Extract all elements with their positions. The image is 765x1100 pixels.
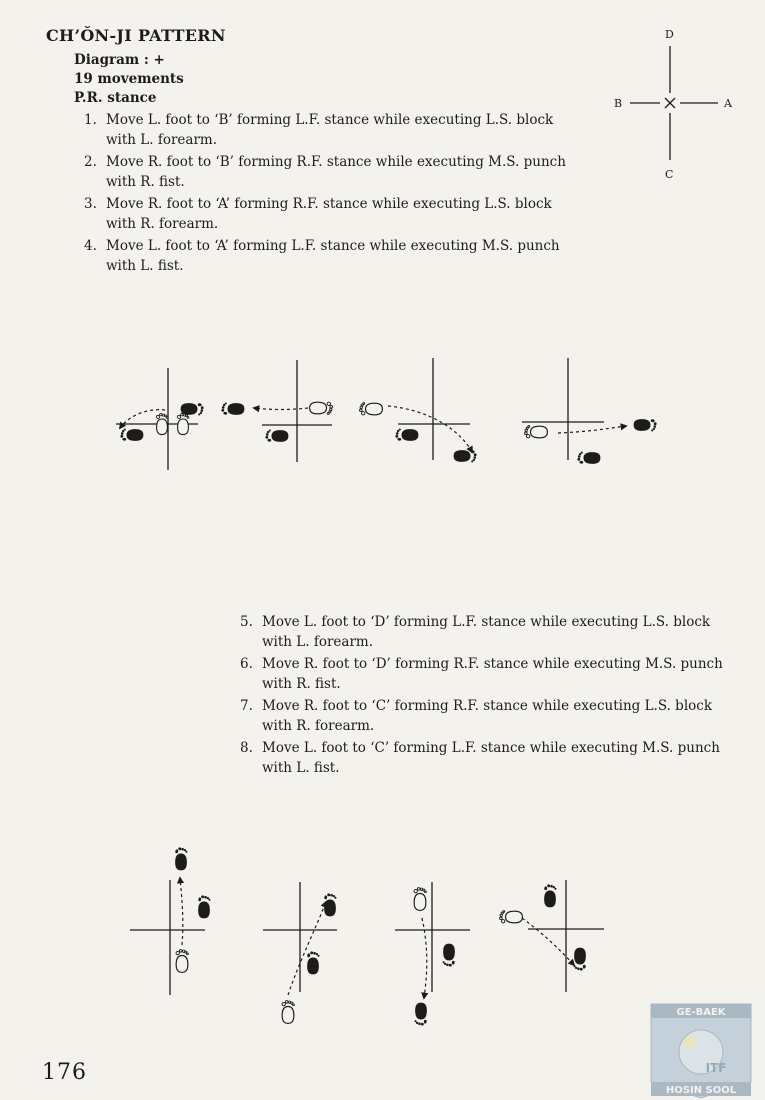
step-number: 4. [84, 238, 97, 254]
step-number: 2. [84, 154, 97, 170]
figure-step-2 [221, 360, 332, 462]
step-text: Move R. foot to ‘D’ forming R.F. stance while executing M.S. punch [262, 656, 723, 672]
footprint-icon [177, 413, 188, 434]
footprint-icon [310, 402, 333, 414]
footprint-icon [282, 1001, 294, 1024]
ready-stance: P.R. stance [74, 90, 157, 106]
step-text: Move R. foot to ‘B’ forming R.F. stance while executing M.S. punch [106, 154, 566, 170]
step-number: 3. [84, 196, 97, 212]
movement-count: 19 movements [74, 71, 184, 87]
step-text: Move R. foot to ‘A’ forming R.F. stance while executing L.S. block [106, 196, 552, 212]
footprint-icon [525, 426, 548, 438]
compass-diagram [614, 28, 733, 181]
watermark-bottom-text: HOSIN SOOL [665, 1085, 737, 1096]
step-number: 8. [240, 740, 253, 756]
compass-label-c: C [665, 168, 674, 181]
footprint-icon [360, 403, 383, 415]
step-number: 1. [84, 112, 97, 128]
footprint-icon [324, 893, 336, 916]
pattern-title: CH’ŎN-JI PATTERN [46, 26, 226, 45]
footprint-icon [120, 429, 143, 441]
footprint-icon [544, 884, 556, 907]
footprint-icon [198, 895, 210, 918]
compass-label-a: A [724, 97, 732, 110]
step-number: 5. [240, 614, 253, 630]
figure-step-4 [522, 358, 657, 464]
footprint-icon [176, 950, 188, 973]
watermark-middle-text: ITF [705, 1061, 727, 1075]
compass-label-b: B [614, 97, 623, 110]
step-text-cont: with R. forearm. [106, 216, 219, 232]
footprint-icon [443, 944, 455, 967]
figure-step-5 [130, 847, 211, 995]
page-number: 176 [42, 1060, 87, 1085]
footprint-icon [181, 403, 204, 415]
footprint-icon [265, 430, 288, 442]
figure-step-6 [263, 882, 337, 1023]
figure-step-1 [116, 368, 204, 470]
footprint-icon [221, 403, 244, 415]
step-text-cont: with L. forearm. [262, 634, 373, 650]
footprint-icon [415, 1003, 427, 1026]
step-text-cont: with R. forearm. [262, 718, 375, 734]
compass-label-d: D [665, 28, 674, 41]
watermark-logo [651, 1004, 751, 1098]
footprint-icon [307, 951, 319, 974]
footprint-icon [574, 948, 586, 971]
step-text-cont: with R. fist. [106, 174, 185, 190]
footprint-icon [500, 911, 523, 923]
footprint-icon [395, 429, 418, 441]
footprint-icon [634, 419, 657, 431]
footprint-icon [577, 452, 600, 464]
compass-center-cross-icon [665, 98, 675, 108]
step-text: Move L. foot to ‘A’ forming L.F. stance while executing M.S. punch [106, 238, 560, 254]
step-text: Move L. foot to ‘B’ forming L.F. stance while executing L.S. block [106, 112, 554, 128]
step-text: Move R. foot to ‘C’ forming R.F. stance while executing L.S. block [262, 698, 713, 714]
figure-step-3 [360, 358, 477, 463]
step-text-cont: with R. fist. [262, 676, 341, 692]
diagram-label: Diagram : + [74, 52, 165, 68]
figure-step-7 [395, 882, 470, 1026]
step-text: Move L. foot to ‘C’ forming L.F. stance while executing M.S. punch [262, 740, 720, 756]
step-text-cont: with L. forearm. [106, 132, 217, 148]
step-text-cont: with L. fist. [106, 258, 184, 274]
footprint-icon [175, 847, 187, 870]
step-number: 6. [240, 656, 253, 672]
step-number: 7. [240, 698, 253, 714]
figure-step-8 [500, 880, 604, 992]
footprint-icon [156, 413, 167, 434]
step-text: Move L. foot to ‘D’ forming L.F. stance while executing L.S. block [262, 614, 711, 630]
step-text-cont: with L. fist. [262, 760, 340, 776]
footprint-icon [454, 450, 477, 462]
watermark-top-text: GE-BAEK [676, 1007, 726, 1018]
footprint-icon [414, 888, 426, 911]
